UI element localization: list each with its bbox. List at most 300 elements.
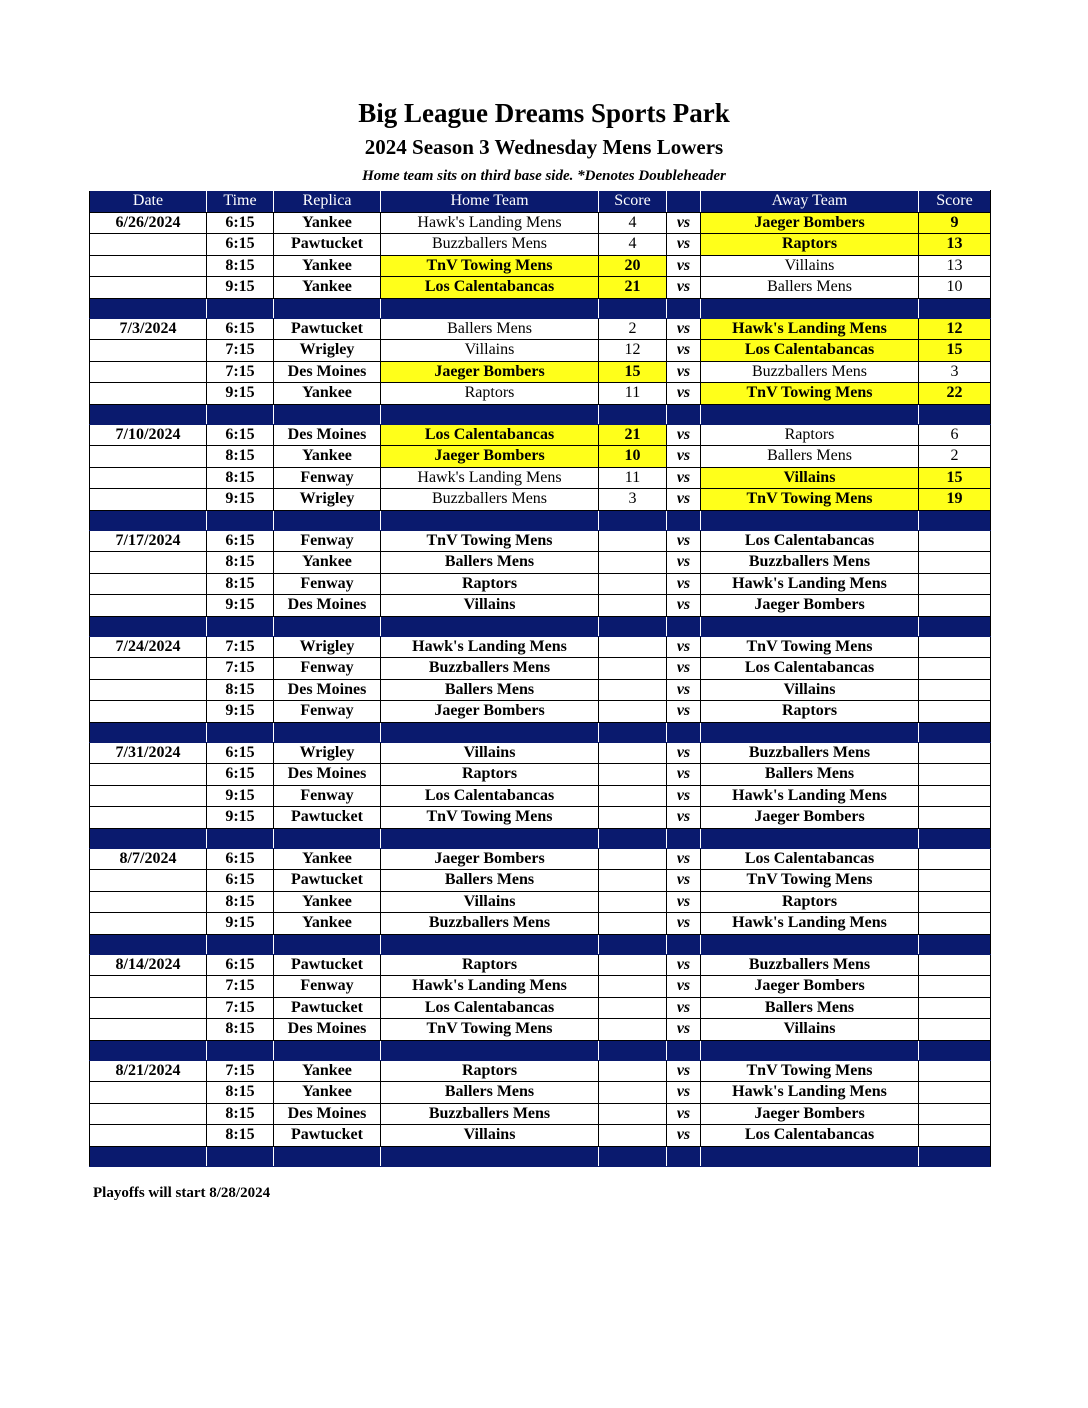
home-score [599, 764, 667, 786]
home-team: Los Calentabancas [381, 424, 599, 446]
separator-cell [701, 404, 919, 424]
home-score [599, 785, 667, 807]
game-time: 6:15 [207, 954, 274, 976]
vs-label: vs [667, 1082, 701, 1104]
table-row [90, 234, 991, 256]
away-score [919, 595, 991, 617]
game-date [90, 997, 207, 1019]
home-score [599, 701, 667, 723]
vs-label: vs [667, 1060, 701, 1082]
game-date [90, 870, 207, 892]
home-score [599, 658, 667, 680]
away-team: Ballers Mens [701, 997, 919, 1019]
table-row [90, 807, 991, 829]
separator-cell [274, 1146, 381, 1166]
table-row [90, 954, 991, 976]
game-time: 6:15 [207, 742, 274, 764]
header-vs [667, 191, 701, 213]
table-header-row [90, 191, 991, 213]
game-time: 8:15 [207, 1019, 274, 1041]
away-team: TnV Towing Mens [701, 383, 919, 405]
home-score [599, 1019, 667, 1041]
home-score: 12 [599, 340, 667, 362]
home-team: Buzzballers Mens [381, 658, 599, 680]
away-team: Villains [701, 255, 919, 277]
home-score: 20 [599, 255, 667, 277]
home-score [599, 913, 667, 935]
home-score [599, 1082, 667, 1104]
table-row [90, 913, 991, 935]
game-time: 8:15 [207, 891, 274, 913]
game-date: 7/10/2024 [90, 424, 207, 446]
home-team: Raptors [381, 1060, 599, 1082]
separator-cell [90, 828, 207, 848]
game-replica-field: Des Moines [274, 764, 381, 786]
away-score [919, 764, 991, 786]
separator-cell [90, 722, 207, 742]
home-team: Jaeger Bombers [381, 701, 599, 723]
separator-cell [90, 616, 207, 636]
vs-label: vs [667, 848, 701, 870]
away-team: Ballers Mens [701, 446, 919, 468]
game-date: 6/26/2024 [90, 212, 207, 234]
game-replica-field: Pawtucket [274, 318, 381, 340]
home-team: Jaeger Bombers [381, 361, 599, 383]
game-date [90, 1019, 207, 1041]
game-time: 8:15 [207, 446, 274, 468]
away-score: 2 [919, 446, 991, 468]
table-row [90, 530, 991, 552]
separator-cell [207, 1146, 274, 1166]
header-away-team: Away Team [701, 191, 919, 213]
away-team: Buzzballers Mens [701, 361, 919, 383]
separator-cell [667, 1040, 701, 1060]
header-home-team: Home Team [381, 191, 599, 213]
away-team: Buzzballers Mens [701, 954, 919, 976]
game-time: 6:15 [207, 212, 274, 234]
away-team: Jaeger Bombers [701, 1103, 919, 1125]
away-team: Raptors [701, 701, 919, 723]
home-team: Ballers Mens [381, 318, 599, 340]
away-team: Jaeger Bombers [701, 807, 919, 829]
away-team: Raptors [701, 424, 919, 446]
game-time: 6:15 [207, 764, 274, 786]
game-date [90, 764, 207, 786]
playoffs-note: Playoffs will start 8/28/2024 [93, 1185, 271, 1201]
week-separator [90, 510, 991, 530]
table-row [90, 848, 991, 870]
game-date [90, 467, 207, 489]
home-score: 10 [599, 446, 667, 468]
table-row [90, 1125, 991, 1147]
table-row [90, 891, 991, 913]
game-date [90, 913, 207, 935]
separator-cell [207, 298, 274, 318]
table-row [90, 255, 991, 277]
home-score [599, 1060, 667, 1082]
separator-cell [381, 298, 599, 318]
away-score [919, 997, 991, 1019]
game-time: 6:15 [207, 234, 274, 256]
home-team: Villains [381, 595, 599, 617]
separator-cell [274, 722, 381, 742]
away-score: 6 [919, 424, 991, 446]
away-score [919, 1060, 991, 1082]
vs-label: vs [667, 636, 701, 658]
game-date [90, 891, 207, 913]
away-team: Ballers Mens [701, 764, 919, 786]
separator-cell [919, 510, 991, 530]
schedule-table [89, 190, 991, 1167]
home-team: Raptors [381, 954, 599, 976]
separator-cell [701, 828, 919, 848]
game-time: 6:15 [207, 870, 274, 892]
vs-label: vs [667, 954, 701, 976]
week-separator [90, 1040, 991, 1060]
away-score [919, 954, 991, 976]
separator-cell [701, 934, 919, 954]
game-replica-field: Yankee [274, 891, 381, 913]
vs-label: vs [667, 785, 701, 807]
separator-cell [274, 404, 381, 424]
table-row [90, 658, 991, 680]
away-team: Raptors [701, 234, 919, 256]
home-team: Ballers Mens [381, 870, 599, 892]
away-score [919, 848, 991, 870]
game-replica-field: Pawtucket [274, 1125, 381, 1147]
separator-cell [381, 934, 599, 954]
separator-cell [701, 1040, 919, 1060]
vs-label: vs [667, 318, 701, 340]
game-replica-field: Yankee [274, 848, 381, 870]
header-away-score: Score [919, 191, 991, 213]
away-team: Los Calentabancas [701, 340, 919, 362]
vs-label: vs [667, 913, 701, 935]
away-score: 10 [919, 277, 991, 299]
separator-cell [207, 1040, 274, 1060]
away-team: Hawk's Landing Mens [701, 913, 919, 935]
vs-label: vs [667, 764, 701, 786]
vs-label: vs [667, 573, 701, 595]
game-replica-field: Wrigley [274, 489, 381, 511]
game-replica-field: Pawtucket [274, 870, 381, 892]
table-row [90, 361, 991, 383]
away-score: 15 [919, 467, 991, 489]
away-score [919, 891, 991, 913]
game-replica-field: Fenway [274, 701, 381, 723]
separator-cell [667, 510, 701, 530]
game-time: 6:15 [207, 530, 274, 552]
table-row [90, 1103, 991, 1125]
home-team: Los Calentabancas [381, 785, 599, 807]
home-score [599, 742, 667, 764]
vs-label: vs [667, 277, 701, 299]
away-score [919, 976, 991, 998]
away-score [919, 1103, 991, 1125]
game-time: 9:15 [207, 489, 274, 511]
game-replica-field: Pawtucket [274, 997, 381, 1019]
separator-cell [919, 1146, 991, 1166]
game-time: 8:15 [207, 552, 274, 574]
game-time: 6:15 [207, 848, 274, 870]
vs-label: vs [667, 1103, 701, 1125]
game-date: 8/21/2024 [90, 1060, 207, 1082]
table-row [90, 446, 991, 468]
separator-cell [701, 616, 919, 636]
home-score [599, 976, 667, 998]
separator-cell [919, 934, 991, 954]
game-time: 7:15 [207, 997, 274, 1019]
table-row [90, 976, 991, 998]
game-date [90, 1125, 207, 1147]
home-team: Villains [381, 1125, 599, 1147]
vs-label: vs [667, 424, 701, 446]
game-replica-field: Yankee [274, 212, 381, 234]
vs-label: vs [667, 870, 701, 892]
home-score: 4 [599, 212, 667, 234]
vs-label: vs [667, 552, 701, 574]
game-time: 6:15 [207, 318, 274, 340]
away-team: Raptors [701, 891, 919, 913]
home-score: 15 [599, 361, 667, 383]
separator-cell [667, 404, 701, 424]
game-replica-field: Yankee [274, 277, 381, 299]
away-score: 9 [919, 212, 991, 234]
separator-cell [90, 404, 207, 424]
away-team: Villains [701, 679, 919, 701]
away-team: Hawk's Landing Mens [701, 573, 919, 595]
separator-cell [90, 298, 207, 318]
away-score: 13 [919, 255, 991, 277]
away-team: Jaeger Bombers [701, 976, 919, 998]
home-team: Buzzballers Mens [381, 1103, 599, 1125]
separator-cell [667, 934, 701, 954]
home-team: Villains [381, 340, 599, 362]
game-replica-field: Pawtucket [274, 234, 381, 256]
separator-cell [274, 616, 381, 636]
home-team: Villains [381, 891, 599, 913]
week-separator [90, 934, 991, 954]
vs-label: vs [667, 679, 701, 701]
separator-cell [381, 616, 599, 636]
separator-cell [667, 1146, 701, 1166]
separator-cell [599, 1040, 667, 1060]
separator-cell [274, 1040, 381, 1060]
home-score [599, 997, 667, 1019]
separator-cell [274, 828, 381, 848]
game-date [90, 1103, 207, 1125]
away-score: 22 [919, 383, 991, 405]
game-time: 6:15 [207, 424, 274, 446]
game-time: 9:15 [207, 595, 274, 617]
home-team: Los Calentabancas [381, 997, 599, 1019]
game-replica-field: Des Moines [274, 1019, 381, 1041]
away-team: Hawk's Landing Mens [701, 785, 919, 807]
separator-cell [599, 510, 667, 530]
away-score [919, 636, 991, 658]
game-date: 8/7/2024 [90, 848, 207, 870]
game-replica-field: Fenway [274, 785, 381, 807]
away-score: 12 [919, 318, 991, 340]
home-team: Ballers Mens [381, 1082, 599, 1104]
away-team: TnV Towing Mens [701, 636, 919, 658]
week-separator [90, 298, 991, 318]
away-score [919, 870, 991, 892]
vs-label: vs [667, 658, 701, 680]
game-replica-field: Fenway [274, 530, 381, 552]
home-score: 2 [599, 318, 667, 340]
home-team: Ballers Mens [381, 552, 599, 574]
game-time: 7:15 [207, 361, 274, 383]
game-time: 7:15 [207, 976, 274, 998]
game-date [90, 573, 207, 595]
header-home-score: Score [599, 191, 667, 213]
game-date [90, 807, 207, 829]
away-score [919, 1019, 991, 1041]
home-team: Buzzballers Mens [381, 913, 599, 935]
game-replica-field: Fenway [274, 467, 381, 489]
game-date [90, 255, 207, 277]
schedule-note: Home team sits on third base side. *Denotes Doubleheader [362, 168, 726, 184]
home-score: 3 [599, 489, 667, 511]
home-team: TnV Towing Mens [381, 530, 599, 552]
game-date [90, 976, 207, 998]
separator-cell [919, 298, 991, 318]
game-date [90, 489, 207, 511]
away-team: TnV Towing Mens [701, 870, 919, 892]
table-row [90, 742, 991, 764]
away-team: Buzzballers Mens [701, 552, 919, 574]
separator-cell [599, 1146, 667, 1166]
vs-label: vs [667, 489, 701, 511]
table-row [90, 785, 991, 807]
table-row [90, 489, 991, 511]
home-team: Buzzballers Mens [381, 234, 599, 256]
vs-label: vs [667, 1019, 701, 1041]
separator-cell [274, 934, 381, 954]
separator-cell [381, 828, 599, 848]
vs-label: vs [667, 530, 701, 552]
home-score [599, 1103, 667, 1125]
away-team: Hawk's Landing Mens [701, 318, 919, 340]
separator-cell [919, 828, 991, 848]
home-team: Los Calentabancas [381, 277, 599, 299]
away-team: Los Calentabancas [701, 1125, 919, 1147]
separator-cell [381, 722, 599, 742]
away-team: Los Calentabancas [701, 658, 919, 680]
game-replica-field: Fenway [274, 976, 381, 998]
home-score [599, 636, 667, 658]
home-team: Hawk's Landing Mens [381, 636, 599, 658]
game-date [90, 658, 207, 680]
game-replica-field: Yankee [274, 552, 381, 574]
separator-cell [701, 722, 919, 742]
separator-cell [90, 1040, 207, 1060]
table-row [90, 701, 991, 723]
home-team: Jaeger Bombers [381, 446, 599, 468]
table-row [90, 467, 991, 489]
away-score [919, 573, 991, 595]
table-row [90, 679, 991, 701]
game-replica-field: Des Moines [274, 361, 381, 383]
table-row [90, 1019, 991, 1041]
away-score [919, 785, 991, 807]
home-team: Buzzballers Mens [381, 489, 599, 511]
separator-cell [599, 404, 667, 424]
game-date [90, 277, 207, 299]
table-row [90, 636, 991, 658]
separator-cell [919, 404, 991, 424]
table-row [90, 1082, 991, 1104]
vs-label: vs [667, 446, 701, 468]
vs-label: vs [667, 976, 701, 998]
game-replica-field: Yankee [274, 383, 381, 405]
separator-cell [919, 616, 991, 636]
game-replica-field: Pawtucket [274, 954, 381, 976]
header-time: Time [207, 191, 274, 213]
game-replica-field: Wrigley [274, 340, 381, 362]
separator-cell [207, 616, 274, 636]
game-time: 8:15 [207, 1103, 274, 1125]
table-row [90, 277, 991, 299]
away-score: 13 [919, 234, 991, 256]
game-date [90, 1082, 207, 1104]
game-date: 7/24/2024 [90, 636, 207, 658]
game-date [90, 446, 207, 468]
away-score: 3 [919, 361, 991, 383]
away-team: TnV Towing Mens [701, 1060, 919, 1082]
separator-cell [599, 828, 667, 848]
away-score [919, 742, 991, 764]
game-time: 7:15 [207, 1060, 274, 1082]
game-replica-field: Des Moines [274, 679, 381, 701]
game-date: 8/14/2024 [90, 954, 207, 976]
game-replica-field: Fenway [274, 573, 381, 595]
game-date [90, 234, 207, 256]
page-subtitle: 2024 Season 3 Wednesday Mens Lowers [364, 135, 724, 159]
away-team: Buzzballers Mens [701, 742, 919, 764]
game-date [90, 679, 207, 701]
away-score [919, 679, 991, 701]
home-team: Hawk's Landing Mens [381, 976, 599, 998]
vs-label: vs [667, 383, 701, 405]
home-team: Hawk's Landing Mens [381, 212, 599, 234]
separator-cell [599, 298, 667, 318]
game-date [90, 785, 207, 807]
week-separator [90, 616, 991, 636]
home-score [599, 552, 667, 574]
game-date: 7/3/2024 [90, 318, 207, 340]
home-score [599, 573, 667, 595]
game-replica-field: Yankee [274, 1060, 381, 1082]
home-score [599, 848, 667, 870]
table-row [90, 383, 991, 405]
game-time: 8:15 [207, 573, 274, 595]
separator-cell [919, 722, 991, 742]
table-row [90, 212, 991, 234]
separator-cell [381, 404, 599, 424]
separator-cell [207, 722, 274, 742]
table-row [90, 997, 991, 1019]
table-row [90, 424, 991, 446]
game-replica-field: Des Moines [274, 1103, 381, 1125]
vs-label: vs [667, 467, 701, 489]
separator-cell [667, 616, 701, 636]
home-score [599, 891, 667, 913]
game-replica-field: Pawtucket [274, 807, 381, 829]
away-team: Villains [701, 467, 919, 489]
home-score [599, 870, 667, 892]
